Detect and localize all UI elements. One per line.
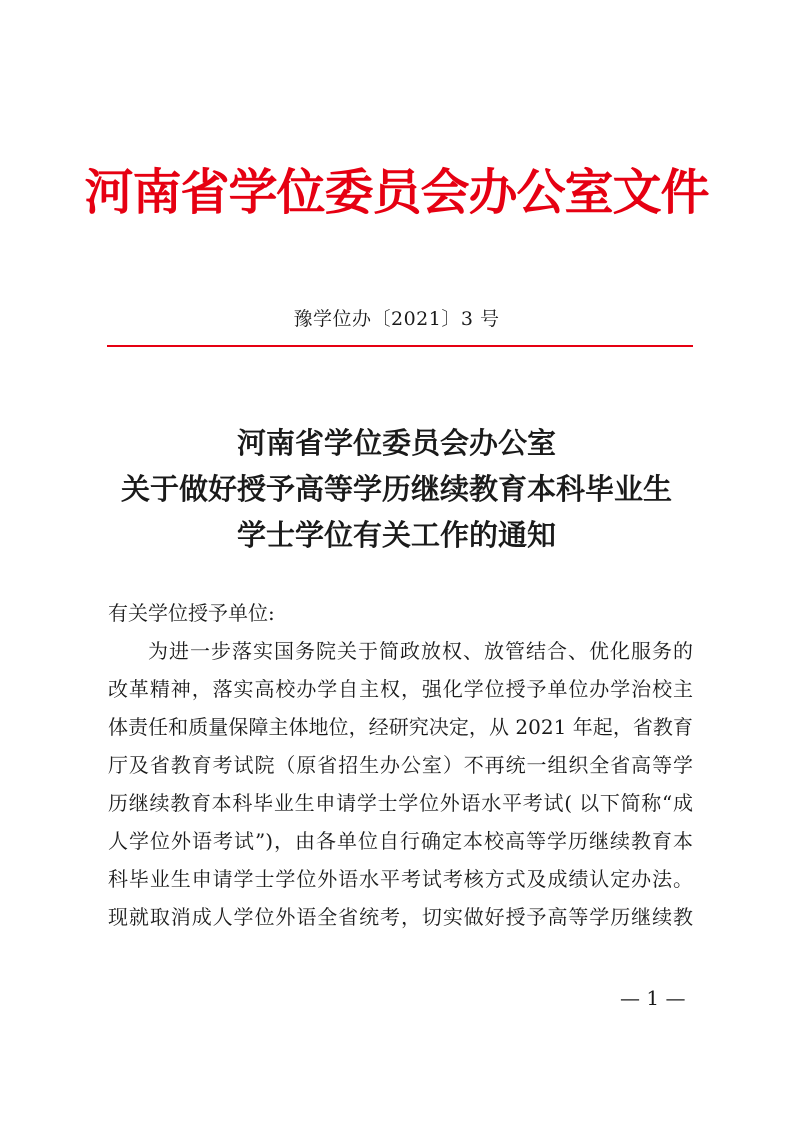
notice-title-line: 河南省学位委员会办公室 bbox=[236, 426, 556, 460]
paragraph-line: 现就取消成人学位外语全省统考，切实做好授予高等学历继续教 bbox=[108, 905, 693, 929]
paragraph-line: 历继续教育本科毕业生申请学士学位外语水平考试( 以下简称“成 bbox=[108, 791, 693, 815]
paragraph-line: 体责任和质量保障主体地位，经研究决定，从 2021 年起，省教育 bbox=[108, 715, 693, 739]
notice-body bbox=[108, 594, 693, 936]
notice-title bbox=[0, 420, 793, 558]
notice-title-line: 关于做好授予高等学历继续教育本科毕业生 bbox=[120, 472, 672, 506]
salutation: 有关学位授予单位: bbox=[108, 601, 275, 625]
paragraph-line: 改革精神，落实高校办学自主权，强化学位授予单位办学治校主 bbox=[108, 677, 693, 701]
paragraph-line: 科毕业生申请学士学位外语水平考试考核方式及成绩认定办法。 bbox=[108, 867, 693, 891]
notice-title-line: 学士学位有关工作的通知 bbox=[236, 518, 556, 552]
red-divider-line bbox=[107, 345, 693, 347]
paragraph-line: 为进一步落实国务院关于简政放权、放管结合、优化服务的 bbox=[148, 639, 693, 663]
page-number: — 1 — bbox=[620, 986, 686, 1010]
paragraph-line: 人学位外语考试”)，由各单位自行确定本校高等学历继续教育本 bbox=[108, 829, 693, 853]
document-number: 豫学位办〔2021〕3 号 bbox=[293, 308, 500, 330]
issuing-office-header: 河南省学位委员会办公室文件 bbox=[84, 163, 709, 221]
paragraph-line: 厅及省教育考试院（原省招生办公室）不再统一组织全省高等学 bbox=[108, 753, 693, 777]
